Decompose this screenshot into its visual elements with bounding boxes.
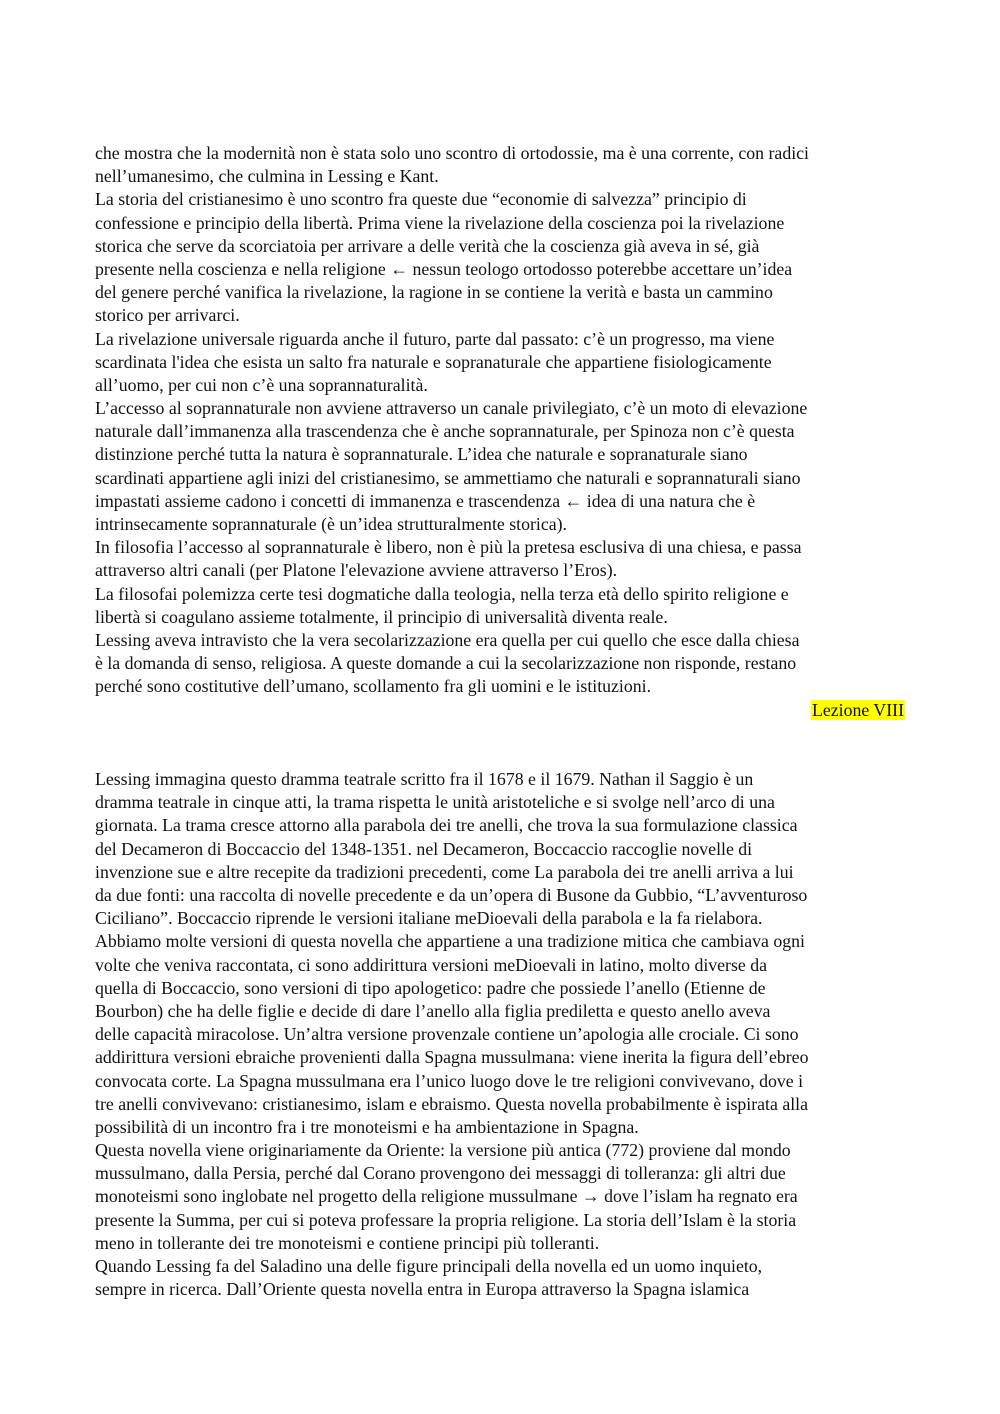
text-line: dramma teatrale in cinque atti, la trama rispetta le unità aristoteliche e si svolge nell’arco di una [95,792,775,813]
text-line: Ciciliano”. Boccaccio riprende le versioni italiane meDioevali della parabola e la fa rielabora. [95,908,763,929]
text-line: intrinsecamente soprannaturale (è un’idea strutturalmente storica). [95,514,567,534]
text-line: L’accesso al soprannaturale non avviene attraverso un canale privilegiato, c’è un moto di elevazione [95,398,808,419]
paragraph-block-lower [95,768,910,1301]
text-line: all’uomo, per cui non c’è una soprannaturalità. [95,374,428,395]
text-line: Quando Lessing fa del Saladino una delle figure principali della novella ed un uomo inquieto, [95,1256,763,1277]
text-line: presente nella coscienza e nella religione ← nessun teologo ortodosso poterebbe accettare un’idea [95,258,793,279]
text-line: Lessing immagina questo dramma teatrale scritto fra il 1678 e il 1679. Nathan il Saggio è un [95,769,754,790]
text-line: giornata. La trama cresce attorno alla parabola dei tre anelli, che trova la sua formulazione classica [95,815,798,836]
text-line: In filosofia l’accesso al soprannaturale è libero, non è più la pretesa esclusiva di una chiesa, e passa [95,537,802,558]
text-line: monoteismi sono inglobate nel progetto della religione mussulmane → dove l’islam ha regnato era [95,1186,798,1207]
section-heading [811,699,905,722]
text-line: scardinata l'idea che esista un salto fra naturale e sopranaturale che appartiene fisiologicamente [95,351,772,372]
paragraph-block-upper [95,142,910,699]
text-line: sempre in ricerca. Dall’Oriente questa novella entra in Europa attraverso la Spagna islamica [95,1279,750,1300]
text-line: attraverso altri canali (per Platone l'elevazione avviene attraverso l’Eros). [95,560,618,581]
text-line: nell’umanesimo, che culmina in Lessing e Kant. [95,166,439,187]
text-line: storica che serve da scorciatoia per arrivare a delle verità che la coscienza già aveva in sé, già [95,235,760,256]
text-line: che mostra che la modernità non è stata solo uno scontro di ortodossie, ma è una corrente, con radici [95,143,809,163]
text-line: naturale dall’immanenza alla trascendenza che è anche soprannaturale, per Spinoza non c’è questa [95,421,795,442]
text-line: storico per arrivarci. [95,305,240,326]
text-line: da due fonti: una raccolta di novelle precedente e da un’opera di Busone da Gubbio, “L’avventuroso [95,885,808,906]
text-line: Lessing aveva intravisto che la vera secolarizzazione era quella per cui quello che esce dalla chiesa [95,629,800,650]
text-line: Abbiamo molte versioni di questa novella che appartiene a una tradizione mitica che cambiava ogni [95,931,805,952]
text-line: meno in tollerante dei tre monoteismi e contiene principi più tolleranti. [95,1232,600,1253]
document-body [95,142,910,1301]
text-line: mussulmano, dalla Persia, perché dal Corano provengono dei messaggi di tolleranza: gli altri due [95,1163,786,1184]
highlighted-heading-text: Lezione VIII [812,699,904,720]
text-line: distinzione perché tutta la natura è soprannaturale. L’idea che naturale e sopranaturale siano [95,444,748,465]
text-line: Questa novella viene originariamente da Oriente: la versione più antica (772) proviene dal mondo [95,1140,791,1161]
text-line: è la domanda di senso, religiosa. A queste domande a cui la secolarizzazione non risponde, restano [95,653,797,674]
text-line: Bourbon) che ha delle figlie e decide di dare l’anello alla figlia prediletta e questo anello aveva [95,1000,771,1021]
text-line: La filosofai polemizza certe tesi dogmatiche dalla teologia, nella terza età dello spirito religione e [95,583,789,604]
text-line: del Decameron di Boccaccio del 1348-1351. nel Decameron, Boccaccio raccoglie novelle di [95,838,753,859]
section-heading-row [95,699,910,769]
text-line: confessione e principio della libertà. Prima viene la rivelazione della coscienza poi la rivelazione [95,212,785,233]
text-line: del genere perché vanifica la rivelazione, la ragione in se contiene la verità e basta un cammino [95,282,773,303]
text-line: tre anelli convivevano: cristianesimo, islam e ebraismo. Questa novella probabilmente è ispirata alla [95,1093,808,1114]
text-line: delle capacità miracolose. Un’altra versione provenzale contiene un’apologia alle crociale. Ci sono [95,1024,799,1045]
text-line: impastati assieme cadono i concetti di immanenza e trascendenza ← idea di una natura che è [95,490,756,511]
text-line: La rivelazione universale riguarda anche il futuro, parte dal passato: c’è un progresso, ma viene [95,328,775,349]
text-line: addirittura versioni ebraiche provenienti dalla Spagna mussulmana: viene inerita la figura dell’ebreo [95,1047,809,1068]
text-line: scardinati appartiene agli inizi del cristianesimo, se ammettiamo che naturali e soprannaturali siano [95,467,801,488]
text-line: invenzione sue e altre recepite da tradizioni precedenti, come La parabola dei tre anelli arriva a lui [95,861,794,882]
text-line: volte che veniva raccontata, ci sono addirittura versioni meDioevali in latino, molto diverse da [95,954,768,975]
text-line: convocata corte. La Spagna mussulmana era l’unico luogo dove le tre religioni convivevano, dove i [95,1070,804,1091]
text-line: presente la Summa, per cui si poteva professare la propria religione. La storia dell’Islam è la storia [95,1209,797,1230]
text-line: quella di Boccaccio, sono versioni di tipo apologetico: padre che possiede l’anello (Etienne de [95,977,766,998]
text-line: possibilità di un incontro fra i tre monoteismi e ha ambientazione in Spagna. [95,1116,639,1137]
text-line: La storia del cristianesimo è uno scontro fra queste due “economie di salvezza” principio di [95,189,747,210]
text-line: libertà si coagulano assieme totalmente, il principio di universalità diventa reale. [95,606,668,627]
text-line: perché sono costitutive dell’umano, scollamento fra gli uomini e le istituzioni. [95,676,652,697]
